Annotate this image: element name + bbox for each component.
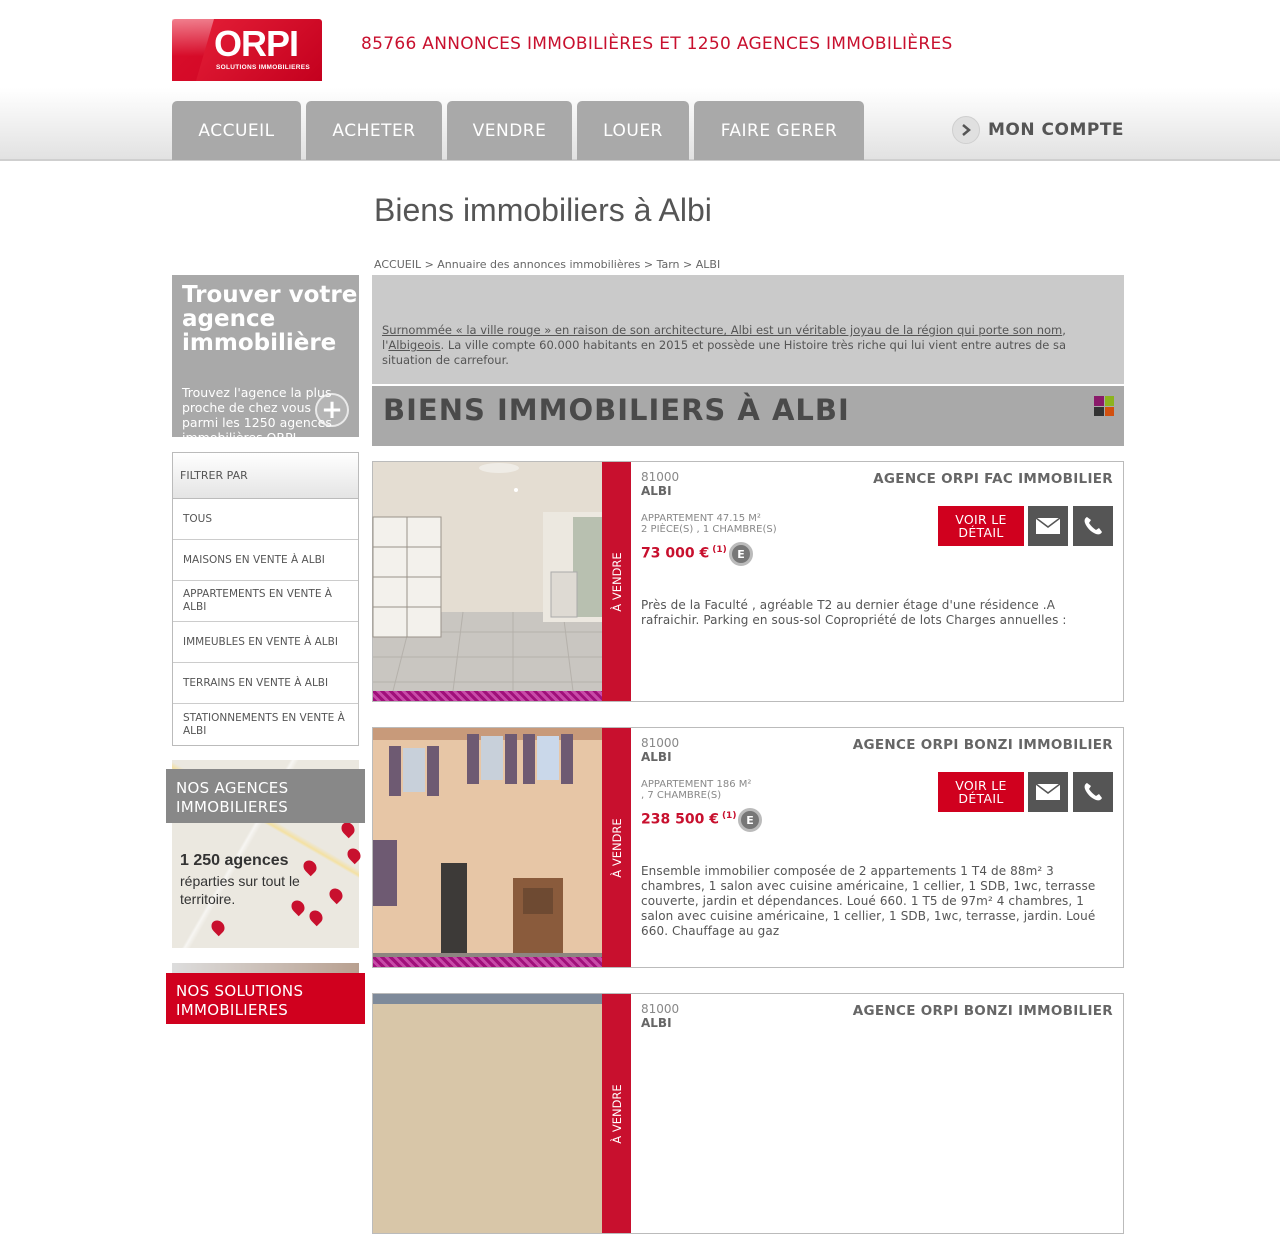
filter-panel bbox=[172, 452, 359, 746]
listing-postcode: 81000 bbox=[641, 736, 680, 750]
listing-price: 238 500 € $^{(1)}$ bbox=[641, 811, 737, 828]
section-bar bbox=[372, 386, 1124, 446]
filter-immeubles[interactable]: IMMEUBLES EN VENTE À ALBI bbox=[173, 622, 358, 663]
grid-view-icon[interactable] bbox=[1094, 396, 1114, 416]
listing-agency[interactable]: AGENCE ORPI BONZI IMMOBILIER bbox=[852, 1003, 1113, 1019]
voir-detail-button[interactable]: VOIR LE DÉTAIL bbox=[938, 506, 1024, 546]
listing-card[interactable] bbox=[372, 461, 1124, 702]
mail-icon[interactable] bbox=[1028, 506, 1068, 546]
filter-tous[interactable]: TOUS bbox=[173, 499, 358, 540]
filter-appartements[interactable]: APPARTEMENTS EN VENTE À ALBI bbox=[173, 581, 358, 622]
mail-icon[interactable] bbox=[1028, 772, 1068, 812]
listing-postcode: 81000 bbox=[641, 470, 680, 484]
page-title: Biens immobiliers à Albi bbox=[374, 192, 712, 228]
arrow-right-icon bbox=[952, 116, 980, 144]
header-tagline: 85766 ANNONCES IMMOBILIÈRES ET 1250 AGENCES IMMOBILIÈRES bbox=[361, 34, 953, 54]
listing-photo[interactable] bbox=[373, 728, 602, 967]
listing-city: ALBI bbox=[641, 484, 672, 498]
filter-head: FILTRER PAR bbox=[173, 453, 358, 499]
phone-icon[interactable] bbox=[1073, 772, 1113, 812]
listing-price: 73 000 € $^{(1)}$ bbox=[641, 545, 727, 562]
listing-type: APPARTEMENT 186 M² , 7 CHAMBRE(S) bbox=[641, 779, 752, 801]
listing-postcode: 81000 bbox=[641, 1002, 680, 1016]
section-title: BIENS IMMOBILIERS À ALBI bbox=[383, 393, 850, 427]
find-agency-title: Trouver votre agence immobilière bbox=[182, 282, 358, 356]
agencies-subtext: réparties sur tout le territoire. bbox=[180, 873, 300, 907]
voir-detail-button[interactable]: VOIR LE DÉTAIL bbox=[938, 772, 1024, 812]
find-agency-block[interactable] bbox=[172, 275, 359, 445]
mon-compte-link[interactable] bbox=[952, 116, 1124, 144]
filter-terrains[interactable]: TERRAINS EN VENTE À ALBI bbox=[173, 663, 358, 704]
listing-tag: À VENDRE bbox=[602, 728, 631, 967]
listing-description: Près de la Faculté , agréable T2 au dernier étage d'une résidence .A rafraichir. Parking en sous-sol Copropriété de lots Charges annuelles : bbox=[641, 598, 1067, 627]
logo-sub: SOLUTIONS IMMOBILIERES bbox=[216, 64, 310, 71]
energy-label-icon: E bbox=[738, 808, 762, 832]
agencies-count: 1 250 agences bbox=[180, 852, 289, 869]
logo-word: ORPI bbox=[214, 23, 299, 64]
listing-photo[interactable] bbox=[373, 462, 602, 701]
nav-faire-gerer[interactable]: FAIRE GERER bbox=[694, 101, 864, 160]
intro-link[interactable]: Surnommée « la ville rouge » en raison de son architecture, Albi est un véritable joyau de la région qui porte son nom bbox=[382, 323, 1063, 337]
find-agency-text: Trouvez l'agence la plus proche de chez vous parmi les 1250 agences immobilières ORPI bbox=[182, 385, 332, 445]
breadcrumb[interactable]: ACCUEIL > Annuaire des annonces immobilières > Tarn > ALBI bbox=[374, 258, 721, 271]
filter-maisons[interactable]: MAISONS EN VENTE À ALBI bbox=[173, 540, 358, 581]
intro-mid: , l' bbox=[382, 323, 1066, 352]
energy-label-icon: E bbox=[729, 542, 753, 566]
listing-agency[interactable]: AGENCE ORPI BONZI IMMOBILIER bbox=[852, 737, 1113, 753]
listing-card[interactable] bbox=[372, 727, 1124, 968]
listing-city: ALBI bbox=[641, 750, 672, 764]
plus-icon[interactable]: + bbox=[315, 393, 349, 427]
phone-icon[interactable] bbox=[1073, 506, 1113, 546]
listing-tag: À VENDRE bbox=[602, 462, 631, 701]
nav-acheter[interactable]: ACHETER bbox=[306, 101, 442, 160]
agencies-label[interactable]: NOS AGENCES IMMOBILIERES bbox=[166, 769, 365, 823]
listing-type: APPARTEMENT 47.15 M² 2 PIÈCE(S) , 1 CHAMBRE(S) bbox=[641, 513, 777, 535]
listing-photo[interactable] bbox=[373, 994, 602, 1233]
nav-louer[interactable]: LOUER bbox=[577, 101, 689, 160]
listing-tag: À VENDRE bbox=[602, 994, 631, 1233]
nav-vendre[interactable]: VENDRE bbox=[447, 101, 572, 160]
listing-card[interactable] bbox=[372, 993, 1124, 1234]
listing-agency[interactable]: AGENCE ORPI FAC IMMOBILIER bbox=[873, 471, 1113, 487]
filter-stationnements[interactable]: STATIONNEMENTS EN VENTE À ALBI bbox=[183, 711, 345, 737]
city-intro bbox=[372, 275, 1124, 384]
albigeois-link[interactable]: Albigeois bbox=[388, 338, 441, 352]
listing-city: ALBI bbox=[641, 1016, 672, 1030]
solutions-label[interactable]: NOS SOLUTIONS IMMOBILIERES bbox=[166, 973, 365, 1024]
mon-compte-label: MON COMPTE bbox=[988, 120, 1125, 140]
nav-accueil[interactable]: ACCUEIL bbox=[172, 101, 301, 160]
orpi-logo[interactable] bbox=[172, 19, 322, 81]
listing-description: Ensemble immobilier composée de 2 appartements 1 T4 de 88m² 3 chambres, 1 salon avec cuisine américaine, 1 cellier, 1 SDB, 1wc, terrasse couverte, jardin et dépendances. Loué 660. 1 T5 de 97m² 4 chambres, 1 salon avec cuisine américaine, 1 cellier, 1 SDB, 1wc, terrasse, jardin. Loué 660. Chauffage au gaz bbox=[641, 864, 1096, 938]
intro-end: . La ville compte 60.000 habitants en 2015 et possède une Histoire très riche qui lui vient entre autres de sa situation de carrefour. bbox=[382, 338, 1067, 367]
